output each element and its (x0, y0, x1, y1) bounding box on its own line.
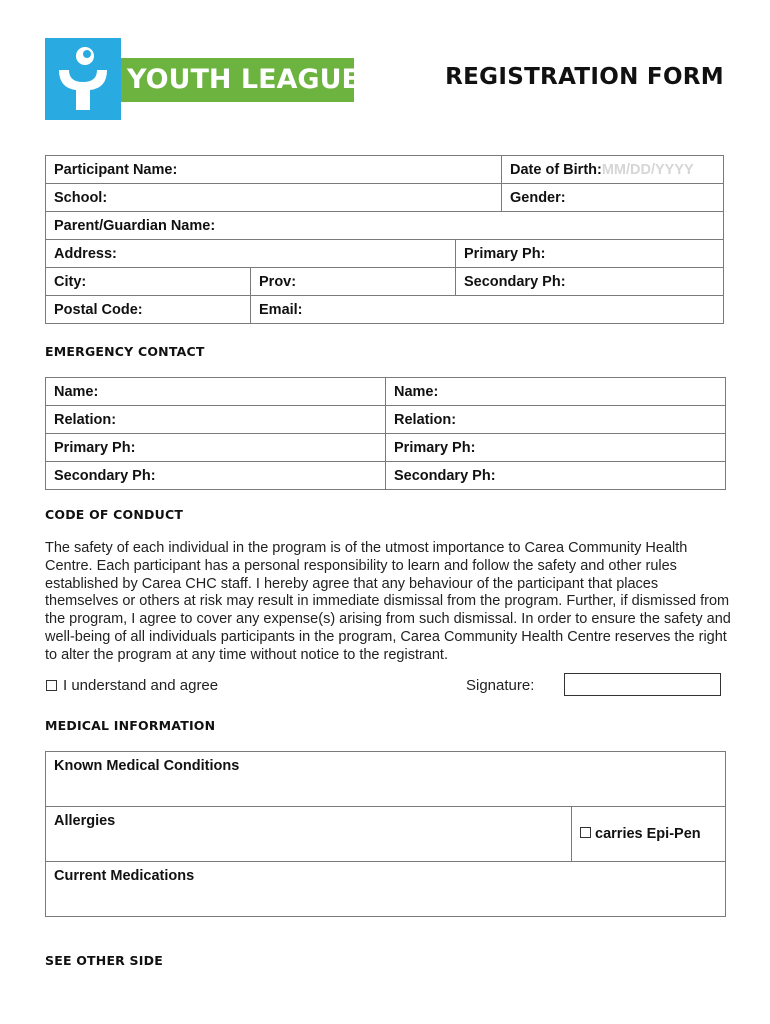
address-field[interactable] (46, 240, 456, 268)
city-field[interactable] (46, 268, 251, 296)
epipen-option[interactable] (572, 807, 726, 862)
medical-information-table (45, 751, 726, 917)
secondary-phone-label: Secondary Ph: (464, 273, 566, 290)
allergies-label: Allergies (54, 813, 116, 829)
guardian-name-field[interactable] (46, 212, 724, 240)
emergency-name-1-field[interactable] (46, 378, 386, 406)
form-title: REGISTRATION FORM (445, 64, 724, 90)
emergency-relation-2-field[interactable] (386, 406, 726, 434)
logo-mark (45, 38, 121, 120)
current-medications-field[interactable] (46, 862, 726, 917)
emergency-name-2-field[interactable] (386, 378, 726, 406)
agree-label: I understand and agree (63, 677, 219, 694)
epipen-label: carries Epi-Pen (595, 826, 701, 842)
epipen-checkbox[interactable] (580, 827, 591, 838)
signature-label: Signature: (466, 677, 535, 694)
emergency-secondary-phone-1-label: Secondary Ph: (54, 467, 156, 484)
emergency-relation-2-label: Relation: (394, 411, 457, 428)
postal-code-label: Postal Code: (54, 301, 143, 318)
emergency-primary-phone-2-label: Primary Ph: (394, 439, 476, 456)
gender-label: Gender: (510, 189, 566, 206)
date-placeholder: MM/DD/YYYY (601, 161, 694, 178)
emergency-contact-table (45, 377, 726, 490)
known-conditions-label: Known Medical Conditions (54, 758, 240, 774)
participant-name-label: Participant Name: (54, 161, 178, 178)
city-label: City: (54, 273, 87, 290)
signature-field[interactable] (564, 673, 721, 696)
emergency-relation-1-field[interactable] (46, 406, 386, 434)
postal-code-field[interactable] (46, 296, 251, 324)
primary-phone-field[interactable] (456, 240, 724, 268)
brand-name: YOUTH LEAGUE (121, 58, 354, 102)
province-label: Prov: (259, 273, 297, 290)
emergency-primary-phone-2-field[interactable] (386, 434, 726, 462)
agree-checkbox[interactable] (46, 680, 57, 691)
school-field[interactable] (46, 184, 502, 212)
emergency-name-1-label: Name: (54, 383, 99, 400)
province-field[interactable] (251, 268, 456, 296)
email-field[interactable] (251, 296, 724, 324)
code-of-conduct-text: The safety of each individual in the program is of the utmost importance to Carea Community Health Centre. Each participant has a personal responsibility to learn and follow the safety and other rules established by Carea CHC staff. I hereby agree that any behaviour of the participant that places themselves or others at risk may result in immediate dismissal from the program. Further, if dismissed from the program, I agree to cover any expense(s) arising from such dismissal. In order to ensure the safety and well-being of all individuals participants in the program, Carea Community Health Centre reserves the right to alter the program at any time without notice to the registrant. (45, 540, 731, 663)
guardian-name-label: Parent/Guardian Name: (54, 217, 216, 234)
current-medications-label: Current Medications (54, 868, 195, 884)
emergency-secondary-phone-2-field[interactable] (386, 462, 726, 490)
secondary-phone-field[interactable] (456, 268, 724, 296)
emergency-primary-phone-1-field[interactable] (46, 434, 386, 462)
emergency-secondary-phone-2-label: Secondary Ph: (394, 467, 496, 484)
school-label: School: (54, 189, 108, 206)
allergies-field[interactable] (46, 807, 572, 862)
code-of-conduct-heading: CODE OF CONDUCT (45, 507, 184, 522)
emergency-name-2-label: Name: (394, 383, 439, 400)
emergency-primary-phone-1-label: Primary Ph: (54, 439, 136, 456)
known-conditions-field[interactable] (46, 752, 726, 807)
emergency-relation-1-label: Relation: (54, 411, 117, 428)
gender-field[interactable] (502, 184, 724, 212)
primary-phone-label: Primary Ph: (464, 245, 546, 262)
participant-table (45, 155, 724, 324)
participant-name-field[interactable] (46, 156, 502, 184)
agree-checkbox-row[interactable] (46, 677, 218, 694)
see-other-side-note: SEE OTHER SIDE (45, 953, 163, 968)
emergency-secondary-phone-1-field[interactable] (46, 462, 386, 490)
date-of-birth-field[interactable] (502, 156, 724, 184)
youth-person-icon (45, 38, 121, 120)
email-label: Email: (259, 301, 303, 318)
emergency-contact-heading: EMERGENCY CONTACT (45, 344, 205, 359)
date-of-birth-label: Date of Birth: (510, 161, 602, 178)
medical-information-heading: MEDICAL INFORMATION (45, 718, 216, 733)
address-label: Address: (54, 245, 117, 262)
